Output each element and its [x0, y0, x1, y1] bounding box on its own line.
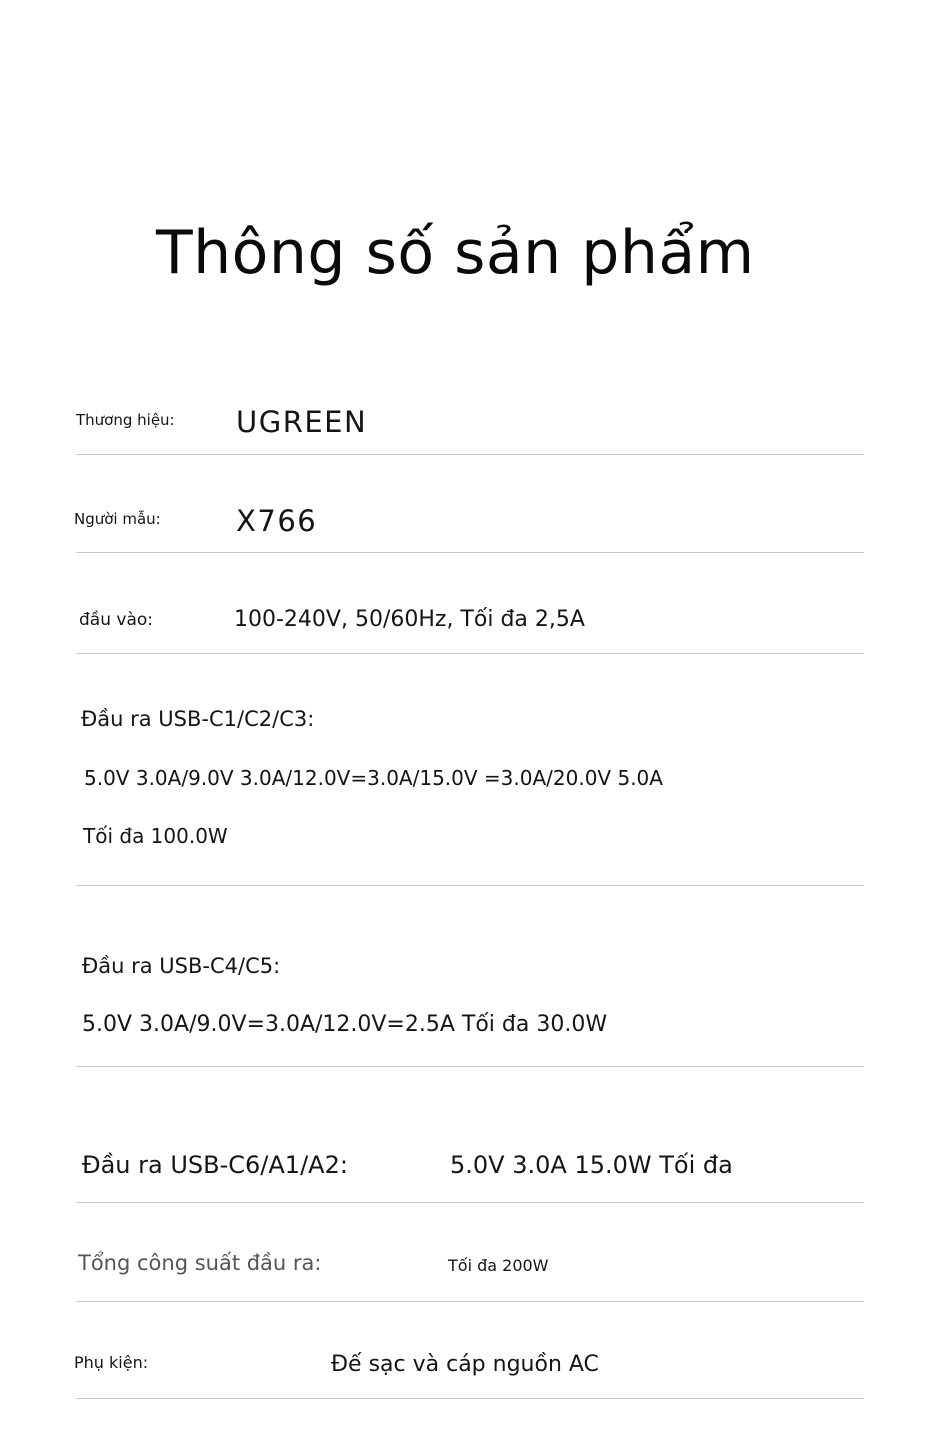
divider: [76, 454, 864, 455]
divider: [76, 1398, 864, 1399]
divider: [76, 653, 864, 654]
divider: [76, 1066, 864, 1067]
page-title: Thông số sản phẩm: [156, 218, 755, 288]
usb-c1-c3-spec: 5.0V 3.0A/9.0V 3.0A/12.0V=3.0A/15.0V =3.0A/20.0V 5.0A: [84, 766, 663, 790]
accessories-label: Phụ kiện:: [74, 1353, 149, 1372]
usb-c6-a1-a2-label: Đầu ra USB-C6/A1/A2:: [82, 1151, 348, 1179]
input-label: đầu vào:: [79, 610, 153, 630]
usb-c1-c3-max: Tối đa 100.0W: [83, 824, 228, 848]
total-output-value: Tối đa 200W: [448, 1256, 549, 1275]
divider: [76, 552, 864, 553]
usb-c4-c5-spec: 5.0V 3.0A/9.0V=3.0A/12.0V=2.5A Tối đa 30.0W: [82, 1012, 608, 1037]
divider: [76, 1301, 864, 1302]
usb-c4-c5-label: Đầu ra USB-C4/C5:: [82, 954, 281, 978]
brand-value: UGREEN: [236, 405, 368, 439]
input-value: 100-240V, 50/60Hz, Tối đa 2,5A: [234, 607, 585, 632]
model-label: Người mẫu:: [74, 510, 161, 528]
divider: [76, 1202, 864, 1203]
accessories-value: Đế sạc và cáp nguồn AC: [331, 1352, 599, 1377]
usb-c6-a1-a2-value: 5.0V 3.0A 15.0W Tối đa: [450, 1151, 733, 1179]
usb-c1-c3-label: Đầu ra USB-C1/C2/C3:: [81, 707, 315, 731]
total-output-label: Tổng công suất đầu ra:: [78, 1251, 322, 1275]
divider: [76, 885, 864, 886]
brand-label: Thương hiệu:: [76, 411, 175, 429]
model-value: X766: [236, 504, 318, 538]
